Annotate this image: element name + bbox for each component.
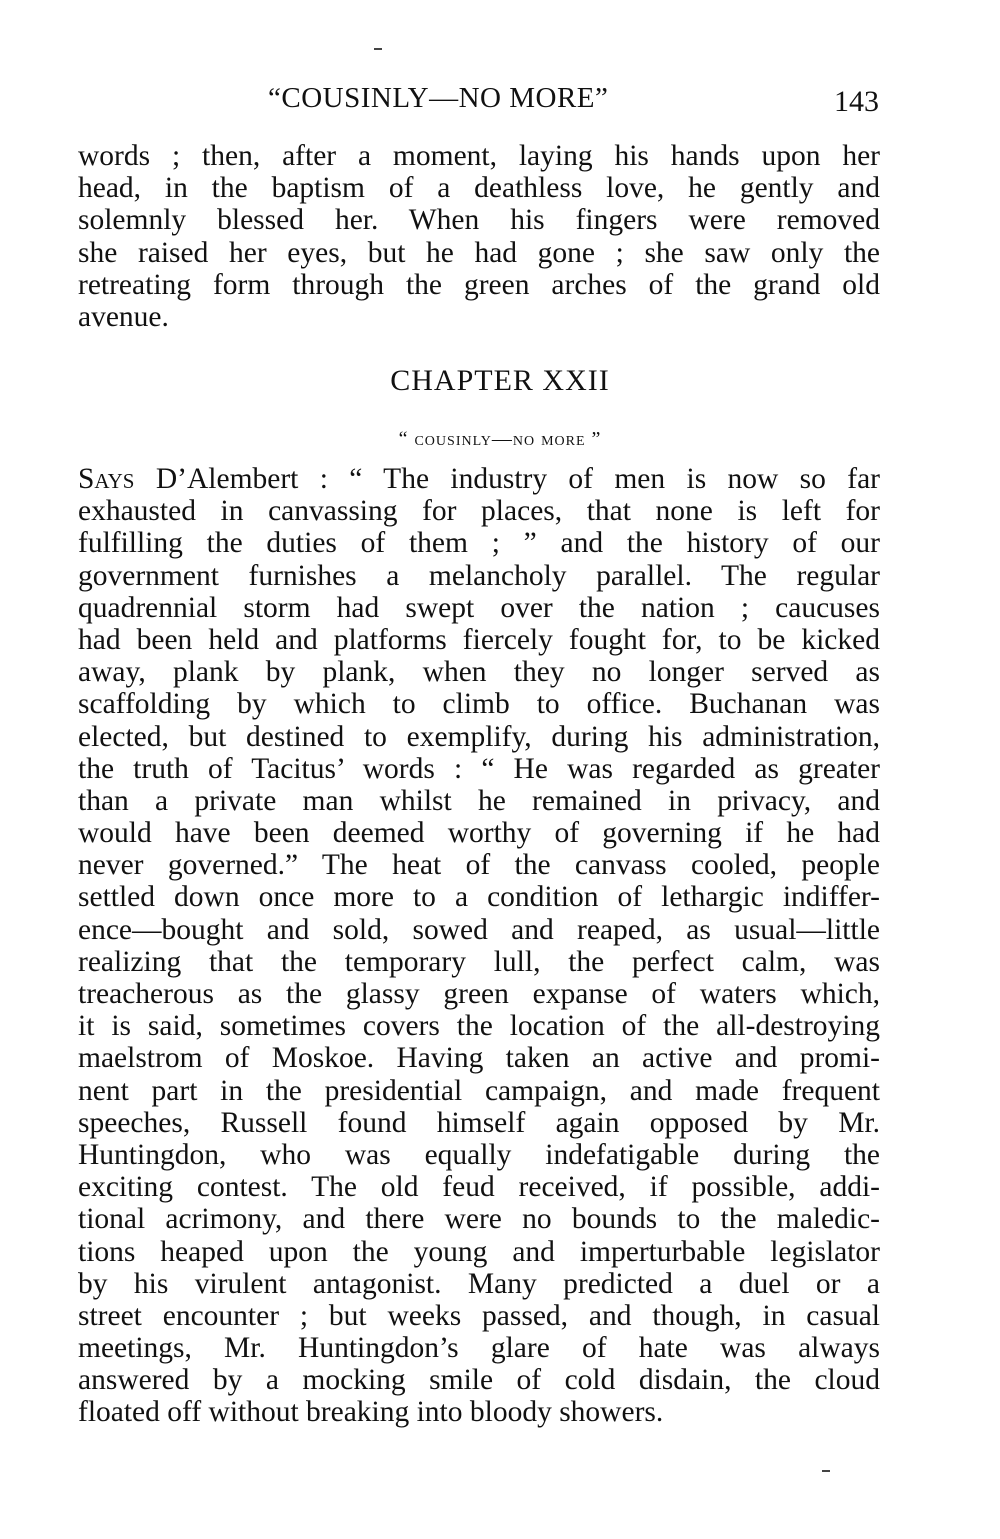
text-line: exhausted in canvassing for places, that none is left for [78, 495, 880, 528]
text-line: head, in the baptism of a deathless love, he gently and [78, 172, 880, 205]
body-paragraph [78, 463, 880, 1429]
running-head-title: “COUSINLY—NO MORE” [268, 82, 609, 114]
text-line: government furnishes a melancholy parallel. The regular [78, 559, 880, 592]
text-line: it is said, sometimes covers the location of the all-destroying [78, 1010, 880, 1043]
text-line: had been held and platforms fiercely fought for, to be kicked [78, 623, 880, 656]
text-line: by his virulent antagonist. Many predicted a duel or a [78, 1267, 880, 1300]
text-line: would have been deemed worthy of governing if he had [78, 817, 880, 850]
chapter-heading: CHAPTER XXII [390, 364, 610, 397]
text-line: tional acrimony, and there were no bounds to the maledic- [78, 1203, 880, 1236]
chapter-subtitle: “ cousinly—no more ” [398, 428, 602, 450]
text-line: realizing that the temporary lull, the perfect calm, was [78, 945, 880, 978]
text-line: tions heaped upon the young and imperturbable legislator [78, 1235, 880, 1268]
first-word: Says [78, 463, 135, 495]
text-line: nent part in the presidential campaign, and made frequent [78, 1074, 880, 1107]
text-line: quadrennial storm had swept over the nation ; caucuses [78, 591, 880, 624]
text-line: than a private man whilst he remained in privacy, and [78, 784, 880, 817]
line-text: D’Alembert : “ The industry of men is now so far [134, 463, 880, 495]
text-line: floated off without breaking into bloody showers. [78, 1396, 664, 1429]
text-line: words ; then, after a moment, laying his hands upon her [78, 140, 880, 172]
text-line: retreating form through the green arches of the grand old [78, 268, 880, 301]
page-number: 143 [834, 85, 879, 118]
text-line: fulfilling the duties of them ; ” and the history of our [78, 527, 880, 560]
text-line: street encounter ; but weeks passed, and though, in casual [78, 1299, 880, 1332]
print-mark [822, 1470, 830, 1472]
text-line: maelstrom of Moskoe. Having taken an active and promi- [78, 1042, 880, 1075]
text-line: settled down once more to a condition of lethargic indiffer- [78, 881, 880, 914]
text-line: away, plank by plank, when they no longer served as [78, 656, 880, 689]
text-line: she raised her eyes, but he had gone ; she saw only the [78, 236, 880, 269]
text-line: the truth of Tacitus’ words : “ He was regarded as greater [78, 752, 880, 785]
text-line: ence—bought and sold, sowed and reaped, as usual—little [78, 913, 880, 946]
text-line [78, 463, 880, 495]
print-mark [374, 48, 382, 50]
text-line: speeches, Russell found himself again opposed by Mr. [78, 1106, 880, 1139]
text-line: Huntingdon, who was equally indefatigable during the [78, 1138, 880, 1171]
text-line: exciting contest. The old feud received, if possible, addi- [78, 1171, 880, 1204]
text-line: meetings, Mr. Huntingdon’s glare of hate was always [78, 1332, 880, 1365]
text-line: scaffolding by which to climb to office. Buchanan was [78, 688, 880, 721]
text-line: elected, but destined to exemplify, during his administration, [78, 720, 880, 753]
text-line: never governed.” The heat of the canvass cooled, people [78, 849, 880, 882]
text-line: solemnly blessed her. When his fingers were removed [78, 204, 880, 237]
text-line: answered by a mocking smile of cold disdain, the cloud [78, 1364, 880, 1397]
top-paragraph [78, 140, 880, 333]
text-line: treacherous as the glassy green expanse of waters which, [78, 978, 880, 1010]
text-line: avenue. [78, 300, 169, 333]
